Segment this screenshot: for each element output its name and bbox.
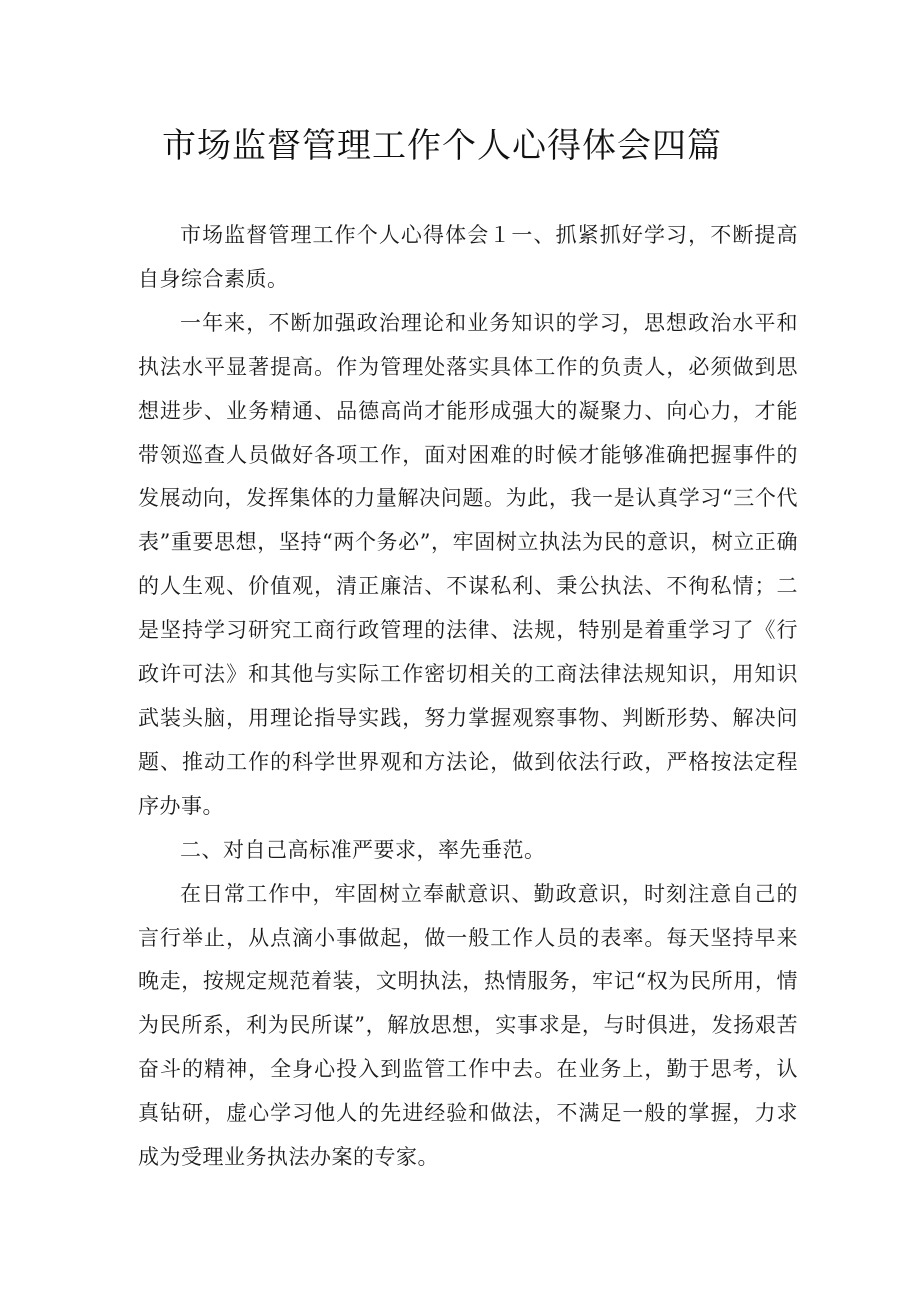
- document-body: [138, 214, 798, 1180]
- paragraph-daily-work: 在日常工作中，牢固树立奉献意识、勤政意识，时刻注意自己的言行举止，从点滴小事做起，做一般工作人员的表率。每天坚持早来晚走，按规定规范着装，文明执法，热情服务，牢记“权为民所用，情为民所系，利为民所谋”，解放思想，实事求是，与时俱进，发扬艰苦奋斗的精神，全身心投入到监管工作中去。在业务上，勤于思考，认真钻研，虚心学习他人的先进经验和做法，不满足一般的掌握，力求成为受理业务执法办案的专家。: [138, 881, 798, 1170]
- paragraph-intro: 市场监督管理工作个人心得体会１一、抓紧抓好学习，不断提高自身综合素质。: [138, 223, 798, 291]
- document-title: 市场监督管理工作个人心得体会四篇: [162, 126, 722, 166]
- paragraph-study: 一年来，不断加强政治理论和业务知识的学习，思想政治水平和执法水平显著提高。作为管理处落实具体工作的负责人，必须做到思想进步、业务精通、品德高尚才能形成强大的凝聚力、向心力，才能带领巡查人员做好各项工作，面对困难的时候才能够准确把握事件的发展动向，发挥集体的力量解决问题。为此，我一是认真学习“三个代表”重要思想，坚持“两个务必”，牢固树立执法为民的意识，树立正确的人生观、价值观，清正廉洁、不谋私利、秉公执法、不徇私情；二是坚持学习研究工商行政管理的法律、法规，特别是着重学习了《行政许可法》和其他与实际工作密切相关的工商法律法规知识，用知识武装头脑，用理论指导实践，努力掌握观察事物、判断形势、解决问题、推动工作的科学世界观和方法论，做到依法行政，严格按法定程序办事。: [138, 310, 798, 818]
- paragraph-heading-two: 二、对自己高标准严要求，率先垂范。: [180, 837, 546, 862]
